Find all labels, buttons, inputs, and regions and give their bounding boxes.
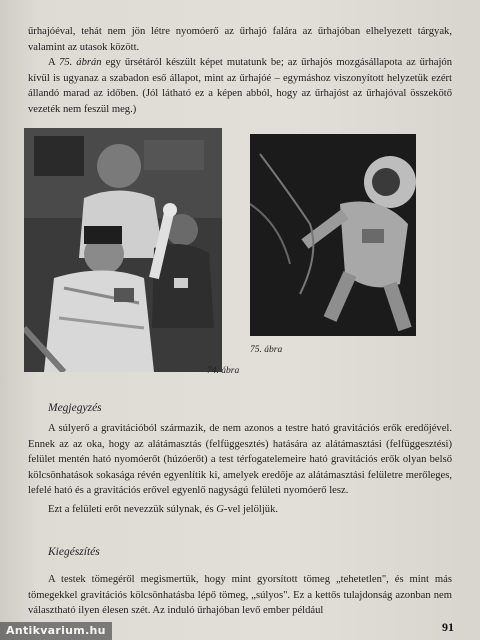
paragraph-figure-75-description <box>28 55 452 117</box>
heading-kiegeszites: Kiegészítés <box>48 546 100 558</box>
figure-75-reference: 75. ábrán <box>59 57 102 68</box>
paragraph-suly-definition-pre: Ezt a felületi erőt nevezzük súlynak, és <box>48 504 217 515</box>
symbol-g: G <box>216 504 224 515</box>
paragraph-intro-continuation: űrhajóéval, tehát nem jön létre nyomóerő az űrhajó falára az űrhajóban elhelyezett tárgyak, valamint az utasok között. <box>28 26 452 53</box>
paragraph-suly-explanation: A súlyerő a gravitációból származik, de nem azonos a testre ható gravitációs erők eredőjével. Ennek az az oka, hogy az alátámasztás (felfüggesztés) hatására az alátámasztási (felfüggesztési) felület mentén ható nyomóerőt (húzóerőt) a test térfogatelemeire ható gravitációs erők olyan belső kölcsönhatások sokasága révén egyenlítik ki, amelyek eredője az alátámasztási felületre merőleges, lefelé ható és a gravitációs erővel egyenlő nagyságú felületi nyomóerő lesz. <box>28 423 452 497</box>
watermark: Antikvarium.hu <box>0 622 112 640</box>
figure-74-caption: 74. ábra <box>207 366 240 376</box>
paragraph-tomeg: A testek tömegéről megismertük, hogy mint gyorsított tömeg „tehetetlen", és mint más tömegekkel gravitációs kölcsönhatásba lépő tömeg, „súlyos". Ez a kettős tulajdonság azonban nem választható ilyen élesen szét. Az induló űrhajóban levő ember például <box>28 574 452 617</box>
page-number: 91 <box>442 620 454 634</box>
figure-74-photo <box>24 128 222 372</box>
figure-75-photo <box>250 134 416 336</box>
paragraph-figure-75-pre: A <box>48 57 60 68</box>
paragraph-suly-definition-post: -vel jelöljük. <box>223 504 279 515</box>
heading-megjegyzes: Megjegyzés <box>48 402 102 414</box>
paragraph-suly-definition <box>28 502 452 518</box>
figure-75-caption: 75. ábra <box>250 345 283 355</box>
paragraph-figure-75-post: egy űrsétáról készült képet mutatunk be; az űrhajós mozgásállapota az űrhajón kívül is ugyanaz a szabadon eső állapot, mint az űrhajóé – egymáshoz viszonyított helyzetük ezért állandó marad az időben. (Jól látható ez a képen abból, hogy az űrhajóst az űrhajóval összekötő vezeték nem feszül meg.) <box>28 57 452 115</box>
